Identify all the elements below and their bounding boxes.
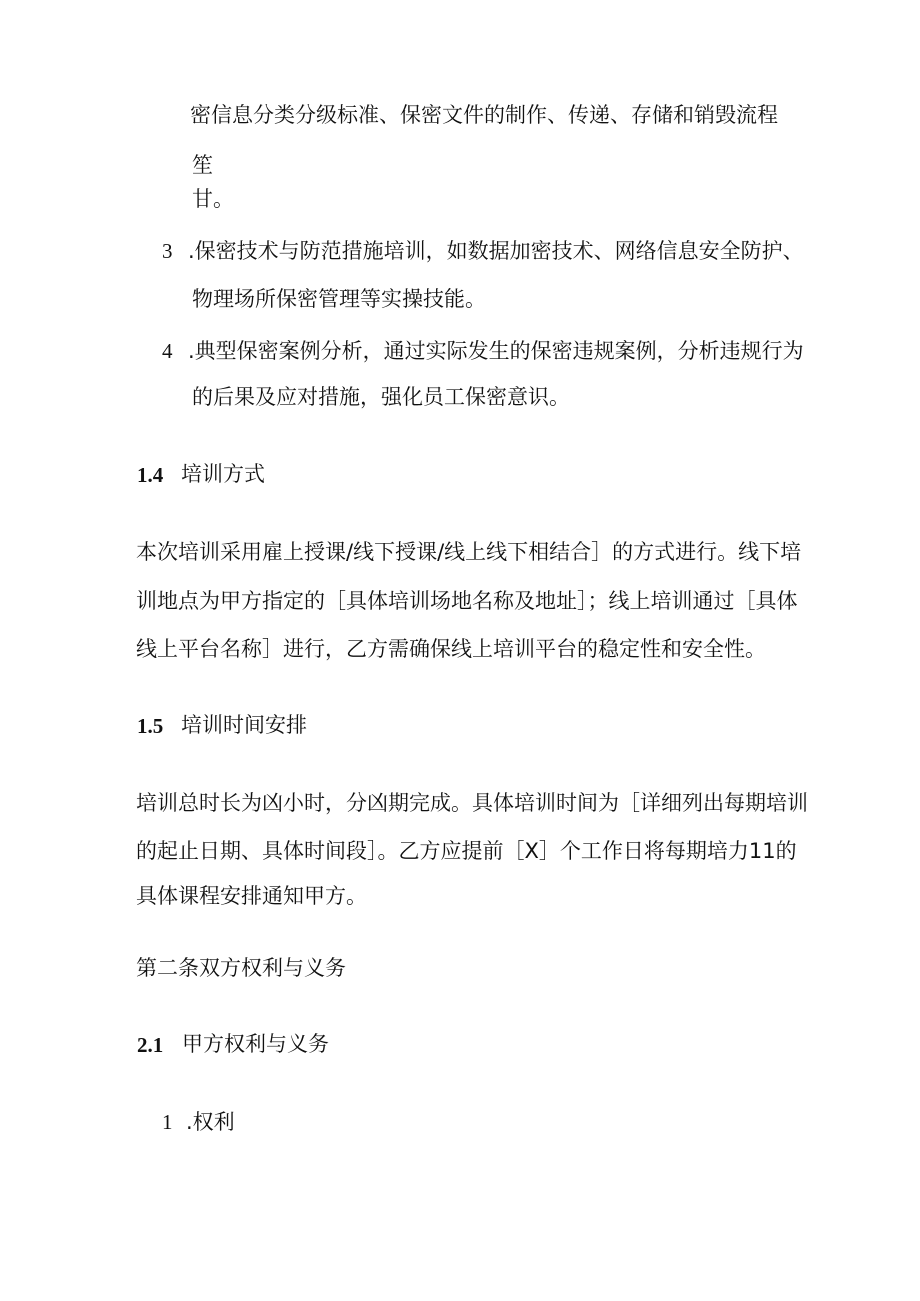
paragraph-line: 具体课程安排通知甲方。 (136, 884, 367, 908)
section-title: 培训方式 (181, 462, 265, 486)
paragraph-line: 培训总时长为凶小时，分凶期完成。具体培训时间为［详细列出每期培训 (136, 791, 808, 815)
paragraph-line: 甘。 (192, 187, 234, 211)
list-item-text: .权利 (186, 1110, 235, 1134)
paragraph-line: 本次培训采用雇上授课/线下授课/线上线下相结合］的方式进行。线下培 (136, 540, 802, 564)
section-number: 1.4 (137, 463, 164, 487)
section-number: 2.1 (137, 1033, 164, 1057)
section-title: 甲方权利与义务 (182, 1032, 329, 1056)
paragraph-line: 密信息分类分级标准、保密文件的制作、传递、存储和销毁流程 (190, 103, 778, 127)
paragraph-line: 线上平台名称］进行，乙方需确保线上培训平台的稳定性和安全性。 (136, 637, 766, 661)
section-title: 培训时间安排 (181, 713, 307, 737)
paragraph-line: 笙 (192, 153, 213, 177)
list-item-number: 3 (162, 239, 173, 263)
list-item-text: 物理场所保密管理等实操技能。 (192, 287, 486, 311)
list-item-text: .保密技术与防范措施培训，如数据加密技术、网络信息安全防护、 (188, 239, 804, 263)
list-item-number: 1 (162, 1110, 173, 1134)
paragraph-line: 训地点为甲方指定的［具体培训场地名称及地址］；线上培训通过［具体 (136, 589, 798, 613)
article-title: 第二条双方权利与义务 (136, 956, 346, 980)
list-item-text: 的后果及应对措施，强化员工保密意识。 (192, 385, 570, 409)
paragraph-line: 的起止日期、具体时间段］。乙方应提前［X］个工作日将每期培力11的 (136, 839, 797, 863)
section-number: 1.5 (137, 714, 164, 738)
list-item-text: .典型保密案例分析，通过实际发生的保密违规案例，分析违规行为 (188, 339, 804, 363)
list-item-number: 4 (162, 339, 173, 363)
